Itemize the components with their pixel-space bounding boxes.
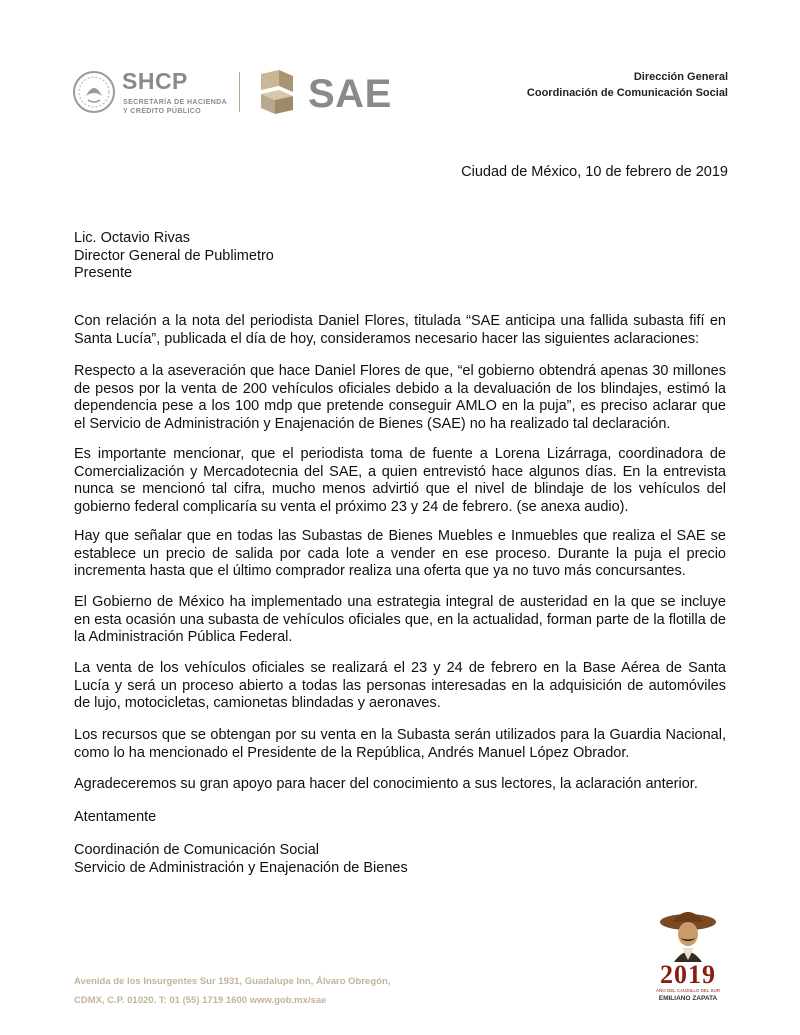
paragraph-1: Con relación a la nota del periodista Daniel Flores, titulada “SAE anticipa una fallida subasta fifí en Santa Lucía”, publicada el día de hoy, consideramos necesario hacer las siguientes aclaraciones: <box>74 313 726 347</box>
addressee-block <box>74 230 726 283</box>
shcp-subtitle-line-1: SECRETARÍA DE HACIENDA <box>123 99 228 106</box>
year-badge <box>648 908 728 1008</box>
paragraph-6: La venta de los vehículos oficiales se realizará el 23 y 24 de febrero en la Base Aérea de Santa Lucía y será un proceso abierto a todas las personas interesadas en la adquisición de automóviles de lujo, motocicletas, camionetas blindadas y aeronaves. <box>74 660 726 711</box>
dept-line-2: Coordinación de Comunicación Social <box>526 87 728 99</box>
logo-separator <box>239 72 240 112</box>
paragraph-5: El Gobierno de México ha implementado una estrategia integral de austeridad en la que se incluye en esta ocasión una subasta de vehículos oficiales que, en la actualidad, forman parte de la flotilla de la Administración Pública Federal. <box>74 594 726 645</box>
shcp-subtitle-line-2: Y CRÉDITO PÚBLICO <box>123 108 202 115</box>
shcp-subtitle <box>123 98 227 116</box>
footer-address <box>74 972 390 1010</box>
signature-block <box>74 842 726 877</box>
mexican-seal-icon <box>72 70 116 114</box>
paragraph-2: Respecto a la aseveración que hace Daniel Flores de que, “el gobierno obtendrá apenas 30 millones de pesos por la venta de 200 vehículos oficiales debido a la devaluación de los blindajes, estimó la dependencia pese a los 100 mdp que pretende conseguir AMLO en la puja”, es preciso aclarar que el Servicio de Administración y Enajenación de Bienes (SAE) no ha realizado tal declaración. <box>74 363 726 432</box>
signature-line-1: Coordinación de Comunicación Social <box>74 842 320 858</box>
shcp-logo-text: SHCP <box>122 68 188 94</box>
addressee-title: Director General de Publimetro <box>74 247 274 264</box>
badge-name: EMILIANO ZAPATA <box>658 995 718 1002</box>
letter-date: Ciudad de México, 10 de febrero de 2019 <box>461 164 728 180</box>
footer-line-2: CDMX, C.P. 01020. T: 01 (55) 1719 1600 www.gob.mx/sae <box>74 995 327 1006</box>
addressee-presente: Presente <box>74 265 133 281</box>
sae-logo-text: SAE <box>308 72 392 116</box>
dept-line-1: Dirección General <box>633 71 728 83</box>
badge-year: 2019 <box>660 960 716 989</box>
paragraph-3: Es importante mencionar, que el periodista toma de fuente a Lorena Lizárraga, coordinadora de Comercialización y Mercadotecnia del SAE, a quien entrevistó hace algunos días. En la entrevista nunca se mencionó tal cifra, mucho menos advirtió que el nivel de blindaje de los vehículos del gobierno federal complicaría su venta el próximo 23 y 24 de febrero. (se anexa audio). <box>74 446 726 515</box>
badge-caption: AÑO DEL CAUDILLO DEL SUR <box>656 988 720 993</box>
footer-line-1: Avenida de los Insurgentes Sur 1931, Guadalupe Inn, Álvaro Obregón, <box>74 976 391 987</box>
sae-emblem-icon <box>257 70 297 114</box>
closing-salutation: Atentamente <box>74 809 157 825</box>
letterhead-logos <box>72 68 412 118</box>
paragraph-7: Los recursos que se obtengan por su venta en la Subasta serán utilizados para la Guardia Nacional, como lo ha mencionado el Presidente de la República, Andrés Manuel López Obrador. <box>74 727 726 761</box>
zapata-portrait-icon <box>658 908 718 962</box>
sender-department <box>527 69 728 101</box>
signature-line-2: Servicio de Administración y Enajenación de Bienes <box>74 859 408 876</box>
paragraph-4: Hay que señalar que en todas las Subastas de Bienes Muebles e Inmuebles que realiza el SAE se establece un precio de salida por cada lote a vender en ese proceso. Durante la puja el precio incrementa hasta que el último comprador realiza una oferta que ya no tuvo más concursantes. <box>74 528 726 579</box>
paragraph-8: Agradeceremos su gran apoyo para hacer del conocimiento a sus lectores, la aclaración anterior. <box>74 776 698 792</box>
addressee-name: Lic. Octavio Rivas <box>74 230 191 246</box>
